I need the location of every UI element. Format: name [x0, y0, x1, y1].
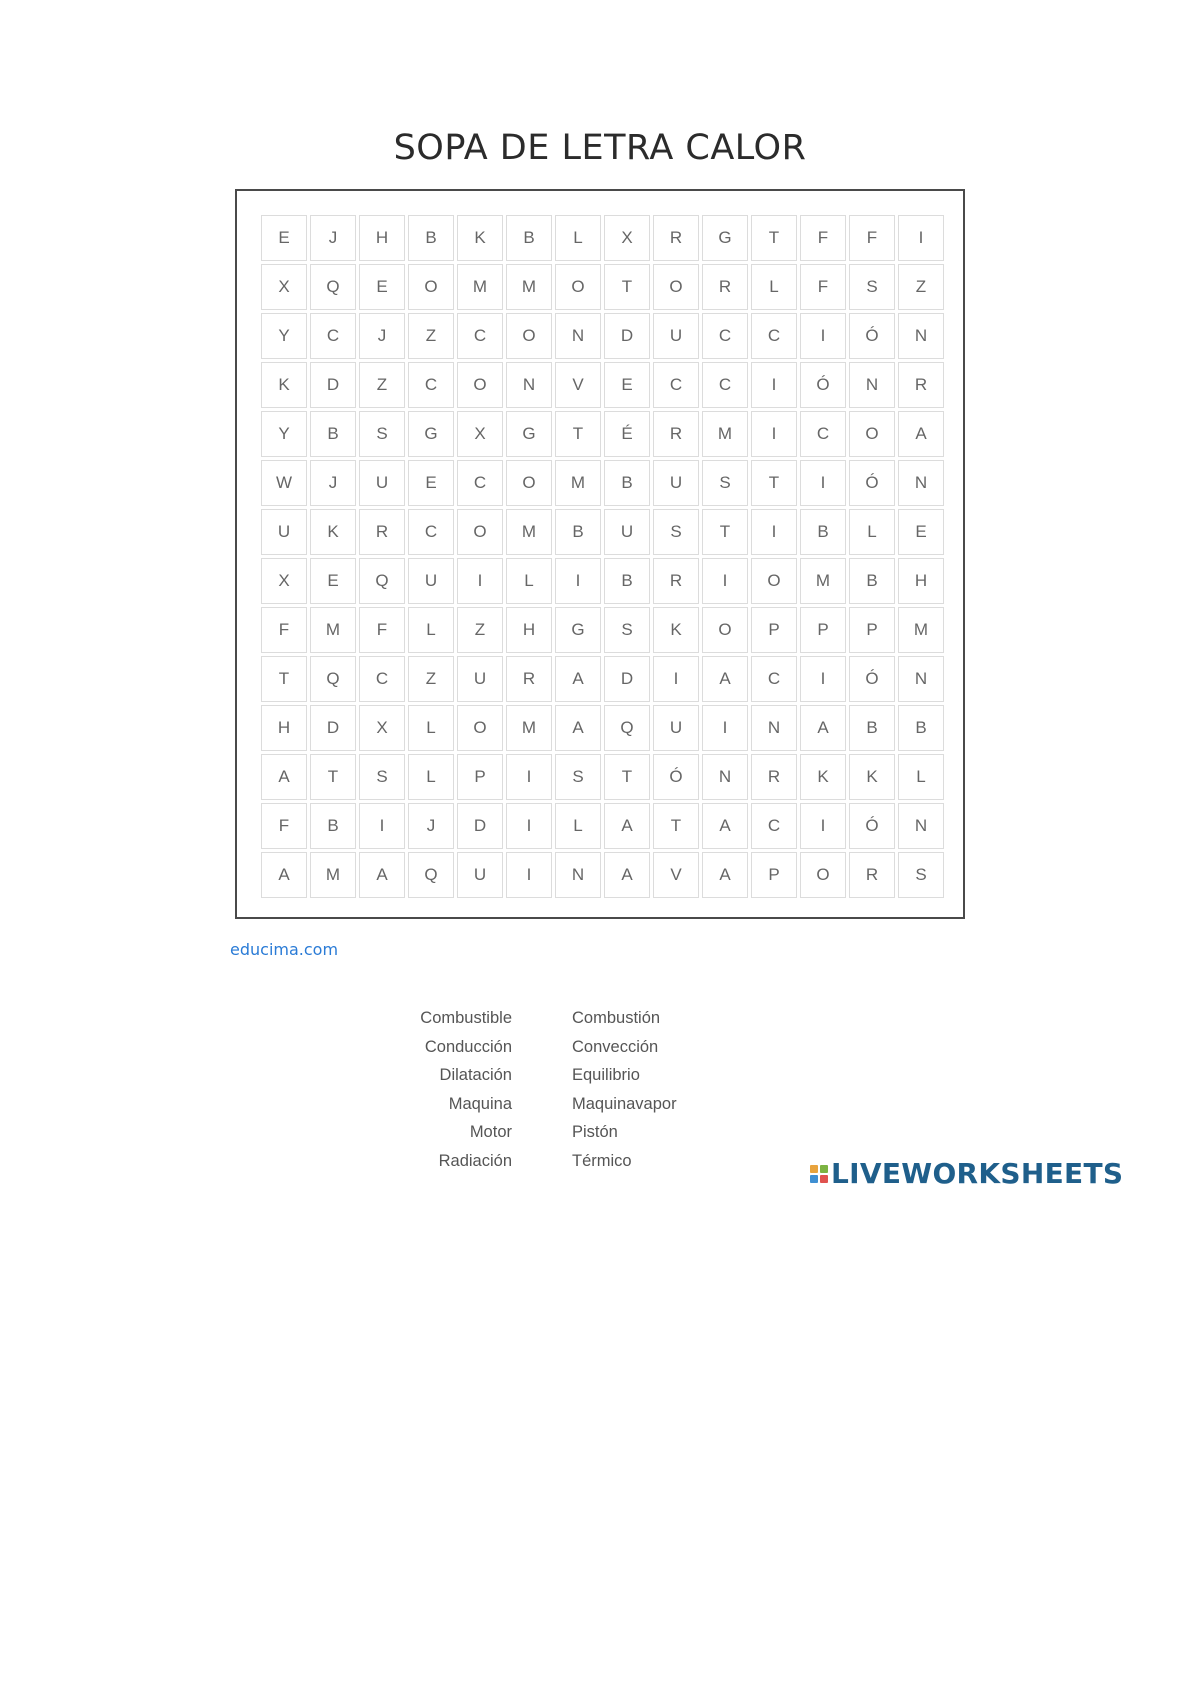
grid-cell[interactable]: V [555, 362, 601, 408]
grid-cell[interactable]: A [800, 705, 846, 751]
grid-cell[interactable]: I [800, 313, 846, 359]
grid-cell[interactable]: C [457, 313, 503, 359]
liveworksheets-logo [810, 1157, 1123, 1190]
grid-cell[interactable]: B [506, 215, 552, 261]
grid-cell[interactable]: A [604, 803, 650, 849]
grid-cell[interactable]: O [457, 362, 503, 408]
grid-cell[interactable]: B [310, 803, 356, 849]
grid-cell[interactable]: X [359, 705, 405, 751]
grid-cell[interactable]: R [751, 754, 797, 800]
grid-cell[interactable]: Ó [800, 362, 846, 408]
grid-cell[interactable]: I [751, 411, 797, 457]
grid-cell[interactable]: A [702, 852, 748, 898]
grid-cell[interactable]: D [310, 705, 356, 751]
word-list-item: Pistón [572, 1123, 618, 1141]
grid-cell[interactable]: Ó [653, 754, 699, 800]
grid-cell[interactable]: V [653, 852, 699, 898]
grid-cell[interactable]: C [408, 362, 454, 408]
grid-cell[interactable]: Z [359, 362, 405, 408]
grid-cell[interactable]: L [751, 264, 797, 310]
grid-cell[interactable]: I [800, 656, 846, 702]
grid-cell[interactable]: T [604, 264, 650, 310]
grid-cell[interactable]: B [800, 509, 846, 555]
grid-cell[interactable]: L [849, 509, 895, 555]
grid-cell[interactable]: K [310, 509, 356, 555]
logo-text: LIVEWORKSHEETS [831, 1157, 1124, 1190]
grid-cell[interactable]: T [751, 460, 797, 506]
word-list-item: Dilatación [439, 1066, 512, 1084]
grid-cell[interactable]: L [408, 705, 454, 751]
grid-cell[interactable]: M [555, 460, 601, 506]
word-list-item: Equilibrio [572, 1066, 640, 1084]
grid-cell[interactable]: P [751, 607, 797, 653]
grid-cell[interactable]: D [457, 803, 503, 849]
grid-cell[interactable]: M [506, 509, 552, 555]
grid-cell[interactable]: G [506, 411, 552, 457]
grid-cell[interactable]: P [751, 852, 797, 898]
grid-cell[interactable]: F [359, 607, 405, 653]
grid-cell[interactable]: O [408, 264, 454, 310]
grid-cell[interactable]: U [653, 460, 699, 506]
grid-cell[interactable]: N [506, 362, 552, 408]
grid-cell[interactable]: B [849, 705, 895, 751]
grid-cell[interactable]: G [408, 411, 454, 457]
grid-cell[interactable]: F [849, 215, 895, 261]
grid-cell[interactable]: O [800, 852, 846, 898]
grid-cell[interactable]: Y [261, 411, 307, 457]
grid-cell[interactable]: J [359, 313, 405, 359]
grid-cell[interactable]: Q [310, 656, 356, 702]
grid-cell[interactable]: D [604, 313, 650, 359]
grid-cell[interactable]: R [359, 509, 405, 555]
grid-cell[interactable]: I [800, 803, 846, 849]
grid-cell[interactable]: C [310, 313, 356, 359]
grid-cell[interactable]: Z [898, 264, 944, 310]
grid-cell[interactable]: N [751, 705, 797, 751]
grid-cell[interactable]: J [408, 803, 454, 849]
grid-cell[interactable]: I [751, 362, 797, 408]
grid-cell[interactable]: M [506, 264, 552, 310]
page-title: SOPA DE LETRA CALOR [393, 128, 807, 168]
grid-cell[interactable]: Q [604, 705, 650, 751]
grid-cell[interactable]: I [506, 754, 552, 800]
grid-cell[interactable]: S [359, 411, 405, 457]
grid-cell[interactable]: R [702, 264, 748, 310]
grid-cell[interactable]: S [898, 852, 944, 898]
grid-cell[interactable]: T [653, 803, 699, 849]
logo-icon-square [810, 1175, 818, 1183]
grid-cell[interactable]: O [751, 558, 797, 604]
grid-cell[interactable]: Ó [849, 803, 895, 849]
grid-cell[interactable]: S [555, 754, 601, 800]
grid-cell[interactable]: X [261, 264, 307, 310]
grid-cell[interactable]: H [261, 705, 307, 751]
grid-cell[interactable]: R [653, 215, 699, 261]
grid-cell[interactable]: N [702, 754, 748, 800]
grid-cell[interactable]: O [702, 607, 748, 653]
grid-cell[interactable]: S [653, 509, 699, 555]
grid-cell[interactable]: S [849, 264, 895, 310]
grid-cell[interactable]: B [555, 509, 601, 555]
grid-cell[interactable]: B [849, 558, 895, 604]
grid-cell[interactable]: Q [408, 852, 454, 898]
grid-cell[interactable]: A [702, 803, 748, 849]
word-list-right [572, 1004, 772, 1175]
grid-cell[interactable]: D [310, 362, 356, 408]
grid-cell[interactable]: M [898, 607, 944, 653]
grid-cell[interactable]: M [506, 705, 552, 751]
grid-cell[interactable]: A [604, 852, 650, 898]
grid-cell[interactable]: H [898, 558, 944, 604]
liveworksheets-logo-icon [810, 1165, 828, 1183]
grid-cell[interactable]: A [261, 754, 307, 800]
word-list-left [370, 1004, 512, 1175]
grid-cell[interactable]: A [898, 411, 944, 457]
word-list-item: Motor [469, 1123, 512, 1141]
grid-cell[interactable]: S [604, 607, 650, 653]
grid-cell[interactable]: O [506, 460, 552, 506]
grid-cell[interactable]: N [555, 313, 601, 359]
word-list-item: Térmico [572, 1151, 632, 1170]
grid-cell[interactable]: T [555, 411, 601, 457]
grid-cell[interactable]: X [457, 411, 503, 457]
grid-cell[interactable]: I [898, 215, 944, 261]
grid-cell[interactable]: K [457, 215, 503, 261]
grid-cell[interactable]: Q [359, 558, 405, 604]
grid-cell[interactable]: Ó [849, 460, 895, 506]
grid-cell[interactable]: I [506, 803, 552, 849]
grid-cell[interactable]: O [457, 509, 503, 555]
grid-cell[interactable]: K [800, 754, 846, 800]
grid-cell[interactable]: A [702, 656, 748, 702]
grid-cell[interactable]: C [359, 656, 405, 702]
grid-cell[interactable]: M [310, 852, 356, 898]
grid-cell[interactable]: O [653, 264, 699, 310]
grid-cell[interactable]: N [898, 313, 944, 359]
grid-cell[interactable]: R [849, 852, 895, 898]
grid-cell[interactable]: U [457, 852, 503, 898]
grid-cell[interactable]: K [261, 362, 307, 408]
grid-cell[interactable]: L [408, 607, 454, 653]
grid-cell[interactable]: E [604, 362, 650, 408]
grid-cell[interactable]: R [653, 411, 699, 457]
logo-icon-square [820, 1165, 828, 1173]
grid-cell[interactable]: N [555, 852, 601, 898]
source-link[interactable]: educima.com [230, 940, 339, 959]
grid-cell[interactable]: T [604, 754, 650, 800]
grid-cell[interactable]: U [604, 509, 650, 555]
logo-icon-square [810, 1165, 818, 1173]
grid-cell[interactable]: G [555, 607, 601, 653]
grid-cell[interactable]: T [751, 215, 797, 261]
grid-cell[interactable]: X [261, 558, 307, 604]
grid-cell[interactable]: P [800, 607, 846, 653]
grid-cell[interactable]: I [359, 803, 405, 849]
grid-cell[interactable]: L [555, 803, 601, 849]
word-search-grid [261, 215, 944, 898]
grid-cell[interactable]: N [898, 460, 944, 506]
grid-cell[interactable]: O [849, 411, 895, 457]
grid-cell[interactable]: L [898, 754, 944, 800]
grid-cell[interactable]: A [555, 705, 601, 751]
grid-cell[interactable]: P [849, 607, 895, 653]
grid-cell[interactable]: H [506, 607, 552, 653]
grid-cell[interactable]: A [555, 656, 601, 702]
grid-cell[interactable]: F [800, 215, 846, 261]
grid-cell[interactable]: B [604, 558, 650, 604]
grid-cell[interactable]: U [408, 558, 454, 604]
logo-icon-square [820, 1175, 828, 1183]
word-list-item: Maquina [448, 1094, 512, 1113]
grid-cell[interactable]: M [310, 607, 356, 653]
grid-cell[interactable]: C [457, 460, 503, 506]
word-list-item: Combustible [420, 1009, 512, 1027]
grid-cell[interactable]: C [408, 509, 454, 555]
grid-cell[interactable]: U [653, 705, 699, 751]
grid-cell[interactable]: E [310, 558, 356, 604]
grid-cell[interactable]: Q [310, 264, 356, 310]
grid-cell[interactable]: T [261, 656, 307, 702]
grid-cell[interactable]: C [702, 313, 748, 359]
grid-cell[interactable]: J [310, 215, 356, 261]
grid-cell[interactable]: U [653, 313, 699, 359]
grid-cell[interactable]: C [751, 803, 797, 849]
grid-cell[interactable]: E [359, 264, 405, 310]
grid-cell[interactable]: É [604, 411, 650, 457]
grid-cell[interactable]: I [702, 705, 748, 751]
grid-cell[interactable]: I [800, 460, 846, 506]
grid-cell[interactable]: I [555, 558, 601, 604]
grid-cell[interactable]: T [310, 754, 356, 800]
grid-cell[interactable]: R [898, 362, 944, 408]
grid-cell[interactable]: A [261, 852, 307, 898]
grid-cell[interactable]: C [751, 313, 797, 359]
grid-cell[interactable]: P [457, 754, 503, 800]
grid-cell[interactable]: I [457, 558, 503, 604]
grid-cell[interactable]: O [506, 313, 552, 359]
grid-cell[interactable]: C [702, 362, 748, 408]
grid-cell[interactable]: E [408, 460, 454, 506]
grid-cell[interactable]: I [751, 509, 797, 555]
grid-cell[interactable]: M [800, 558, 846, 604]
grid-cell[interactable]: O [555, 264, 601, 310]
grid-cell[interactable]: R [506, 656, 552, 702]
grid-cell[interactable]: I [702, 558, 748, 604]
grid-cell[interactable]: K [849, 754, 895, 800]
word-list-item: Combustión [572, 1009, 661, 1027]
grid-cell[interactable]: Z [457, 607, 503, 653]
grid-cell[interactable]: M [457, 264, 503, 310]
grid-cell[interactable]: R [653, 558, 699, 604]
grid-cell[interactable]: T [702, 509, 748, 555]
grid-cell[interactable]: S [702, 460, 748, 506]
grid-cell[interactable]: S [359, 754, 405, 800]
grid-cell[interactable]: Ó [849, 313, 895, 359]
grid-cell[interactable]: L [555, 215, 601, 261]
grid-cell[interactable]: M [702, 411, 748, 457]
grid-cell[interactable]: A [359, 852, 405, 898]
grid-cell[interactable]: W [261, 460, 307, 506]
grid-cell[interactable]: F [261, 607, 307, 653]
grid-cell[interactable]: Ó [849, 656, 895, 702]
word-list-item: Radiación [438, 1151, 512, 1170]
grid-cell[interactable]: Y [261, 313, 307, 359]
grid-cell[interactable]: N [849, 362, 895, 408]
grid-cell[interactable]: G [702, 215, 748, 261]
grid-cell[interactable]: F [800, 264, 846, 310]
grid-cell[interactable]: B [408, 215, 454, 261]
grid-cell[interactable]: K [653, 607, 699, 653]
grid-cell[interactable]: J [310, 460, 356, 506]
grid-cell[interactable]: D [604, 656, 650, 702]
grid-cell[interactable]: U [457, 656, 503, 702]
grid-cell[interactable]: H [359, 215, 405, 261]
word-search-frame [235, 189, 965, 919]
grid-cell[interactable]: O [457, 705, 503, 751]
grid-cell[interactable]: U [359, 460, 405, 506]
grid-cell[interactable]: Z [408, 313, 454, 359]
word-list-item: Convección [572, 1037, 659, 1056]
grid-cell[interactable]: C [800, 411, 846, 457]
word-list-item: Conducción [424, 1037, 512, 1056]
grid-cell[interactable]: E [261, 215, 307, 261]
grid-cell[interactable]: C [653, 362, 699, 408]
grid-cell[interactable]: N [898, 803, 944, 849]
word-list-item: Maquinavapor [572, 1094, 677, 1113]
grid-cell[interactable]: U [261, 509, 307, 555]
grid-cell[interactable]: B [898, 705, 944, 751]
grid-cell[interactable]: B [604, 460, 650, 506]
grid-cell[interactable]: X [604, 215, 650, 261]
grid-cell[interactable]: N [898, 656, 944, 702]
grid-cell[interactable]: I [653, 656, 699, 702]
grid-cell[interactable]: L [408, 754, 454, 800]
grid-cell[interactable]: Z [408, 656, 454, 702]
grid-cell[interactable]: C [751, 656, 797, 702]
grid-cell[interactable]: I [506, 852, 552, 898]
grid-cell[interactable]: L [506, 558, 552, 604]
grid-cell[interactable]: B [310, 411, 356, 457]
grid-cell[interactable]: E [898, 509, 944, 555]
grid-cell[interactable]: F [261, 803, 307, 849]
